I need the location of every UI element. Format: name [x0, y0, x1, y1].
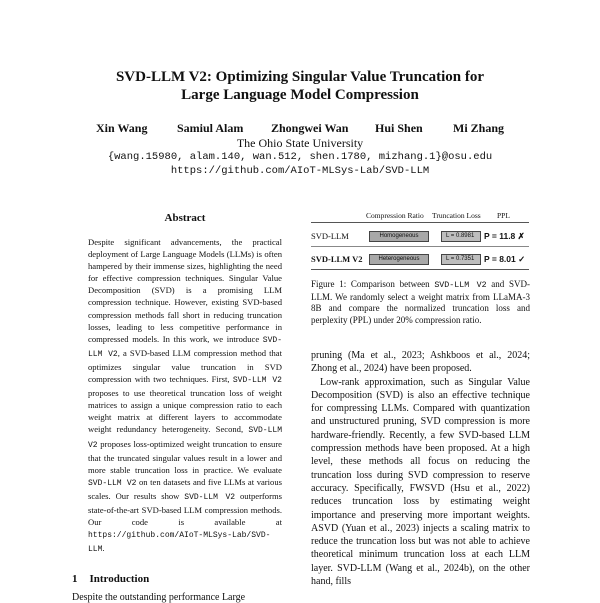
author-name: Mi Zhang [453, 121, 505, 135]
code-link[interactable]: https://github.com/AIoT-MLSys-Lab/SVD-LLM [88, 531, 271, 555]
fig-top-rule [311, 222, 529, 223]
fig-row-svd-llm-v2-label: SVD-LLM V2 [311, 254, 363, 264]
check-icon: ✓ [518, 254, 526, 264]
paper-title [0, 68, 600, 104]
paragraph: pruning (Ma et al., 2023; Ashkboos et al., 2024; Zhong et al., 2024) have been proposed. [311, 350, 530, 375]
section-heading: 1 Introduction [72, 573, 150, 585]
author-name: Zhongwei Wan [271, 121, 349, 135]
title-line-2: Large Language Model Compression [181, 87, 419, 103]
fig-loss-svd-llm-v2: L = 0.7351 [441, 254, 481, 265]
fig-loss-svd-llm: L = 0.8981 [441, 231, 481, 242]
fig-ppl-svd-llm: P = 11.8 ✗ [484, 231, 525, 241]
abstract-heading: Abstract [164, 212, 206, 224]
paragraph: Low-rank approximation, such as Singular Value Decomposition (SVD) is also an effective technique for compressing LLMs. Compared with quantization and unstructured pruning, SVD compression is more hardware-friendly. Recently, a few SVD-based LLM compression methods have been proposed. At a high level, these methods all focus on reducing the truncation loss during SVD compression to reserve accuracy. Specifically, FWSVD (Hsu et al., 2022) reduces truncation loss by estimating weight importance and preserving more important weights. ASVD (Yuan et al., 2023) injects a scaling matrix to reduce the truncation loss but was not able to achieve theoretical minimum truncation loss at each LLM layer. SVD-LLM (Wang et al., 2024b), on the other hand, fills [311, 376, 530, 588]
author-name: Samiul Alam [177, 121, 244, 135]
author-name: Hui Shen [375, 121, 423, 135]
fig-bottom-rule [311, 269, 529, 270]
affiliation: The Ohio State University [236, 136, 364, 150]
fig-ratio-homogeneous: Homogeneous [369, 231, 429, 242]
fig-col-compression-ratio: Compression Ratio [366, 211, 424, 220]
github-link[interactable]: https://github.com/AIoT-MLSys-Lab/SVD-LLM [170, 165, 430, 177]
author-name: Xin Wang [96, 121, 148, 135]
abstract-body: Despite significant advancements, the practical deployment of Large Language Models (LLMs) is often hampered by their immense sizes, highlighting the need for effective compression techniques. Singular Value Decomposition (SVD) is a promising LLM compression technique. However, existing SVD-based compression methods fall short in reducing truncation losses, leading to less competitive performance in compressed models. In this work, we introduce SVD-LLM V2, a SVD-based LLM compression method that optimizes singular value truncation in SVD compression with two techniques. First, SVD-LLM V2 proposes to use theoretical truncation loss of weight matrices to assign a unique compression ratio to each weight matrix at different layers to accommodate weight redundancy heterogeneity. Second, SVD-LLM V2 proposes loss-optimized weight truncation to ensure that the truncated singular values result in a lower and more stable truncation loss in practice. We evaluate SVD-LLM V2 on ten datasets and five LLMs at various scales. Our results show SVD-LLM V2 outperforms state-of-the-art SVD-based LLM compression methods. Our code is available at https://github.com/AIoT-MLSys-Lab/SVD-LLM. [88, 237, 282, 555]
figure-caption: Figure 1: Comparison between SVD-LLM V2 and SVD-LLM. We randomly select a weight matrix from LLaMA-3 8B and compare the normalized truncation loss and perplexity (PPL) under 20% compression ratio. [311, 279, 530, 325]
fig-ppl-svd-llm-v2: P = 8.01 ✓ [484, 254, 526, 264]
cross-icon: ✗ [517, 231, 525, 241]
fig-mid-rule [311, 246, 529, 247]
fig-ratio-heterogeneous: Heterogeneous [369, 254, 429, 265]
intro-first-line: Despite the outstanding performance Large [72, 592, 246, 603]
fig-col-truncation-loss: Truncation Loss [432, 211, 481, 220]
title-line-1: SVD-LLM V2: Optimizing Singular Value Truncation for [115, 69, 485, 85]
author-emails: {wang.15980, alam.140, wan.512, shen.1780, mizhang.1}@osu.edu [107, 151, 493, 163]
fig-row-svd-llm-label: SVD-LLM [311, 231, 349, 241]
right-column-body [311, 349, 530, 588]
fig-col-ppl: PPL [497, 211, 510, 220]
